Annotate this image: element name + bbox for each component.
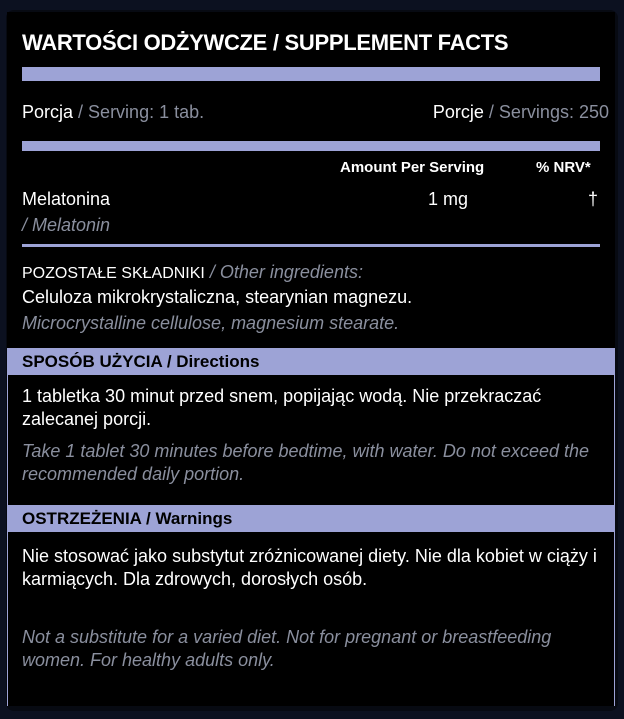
serving-size (22, 102, 204, 123)
directions-header: SPOSÓB UŻYCIA / Directions (22, 352, 260, 371)
warnings-text-en: Not a substitute for a varied diet. Not for pregnant or breastfeeding women. For healthy adults only. (22, 627, 552, 670)
warnings-header: OSTRZEŻENIA / Warnings (22, 509, 233, 528)
servings-label-pl: Porcje (432, 102, 484, 122)
warnings-header-bar (7, 505, 615, 532)
other-ingredients-heading (22, 262, 363, 283)
ingredient-nrv: † (588, 189, 599, 209)
other-ingredients-label-en: / Other ingredients: (204, 262, 363, 282)
servings-count (433, 102, 609, 123)
servings-label-en: Servings: 250 (498, 102, 609, 122)
other-ingredients-text-en: Microcrystalline cellulose, magnesium stearate. (22, 313, 400, 333)
servings-separator: / (483, 102, 499, 122)
serving-divider (22, 141, 600, 151)
other-ingredients-label-pl: POZOSTAŁE SKŁADNIKI (22, 265, 205, 282)
serving-label-en: Serving: 1 tab. (88, 102, 205, 122)
amount-per-serving-header: Amount Per Serving (340, 159, 485, 176)
directions-text-en: Take 1 tablet 30 minutes before bedtime, with water. Do not exceed the recommended daily portion. (22, 441, 589, 484)
warnings-left-border (7, 532, 8, 706)
directions-text-pl: 1 tabletka 30 minut przed snem, popijając wodą. Nie przekraczać zalecanej porcji. (22, 386, 542, 429)
warnings-text-pl: Nie stosować jako substytut zróżnicowanej diety. Nie dla kobiet w ciąży i karmiących. Dla zdrowych, dorosłych osób. (22, 546, 597, 589)
other-ingredients-text-pl: Celuloza mikrokrystaliczna, stearynian magnezu. (22, 287, 413, 307)
ingredient-name-en: / Melatonin (22, 215, 111, 235)
warnings-right-border (614, 532, 615, 706)
serving-separator: / (73, 102, 89, 122)
ingredient-amount: 1 mg (428, 189, 469, 209)
directions-header-bar (7, 348, 615, 375)
directions-right-border (614, 375, 615, 505)
ingredients-divider (22, 244, 600, 247)
directions-left-border (7, 375, 8, 505)
ingredient-name-pl: Melatonina (22, 189, 111, 209)
panel-title: WARTOŚCI ODŻYWCZE / SUPPLEMENT FACTS (22, 30, 509, 55)
title-divider (22, 67, 600, 81)
nrv-header: % NRV* (536, 159, 591, 176)
serving-label-pl: Porcja (22, 102, 74, 122)
